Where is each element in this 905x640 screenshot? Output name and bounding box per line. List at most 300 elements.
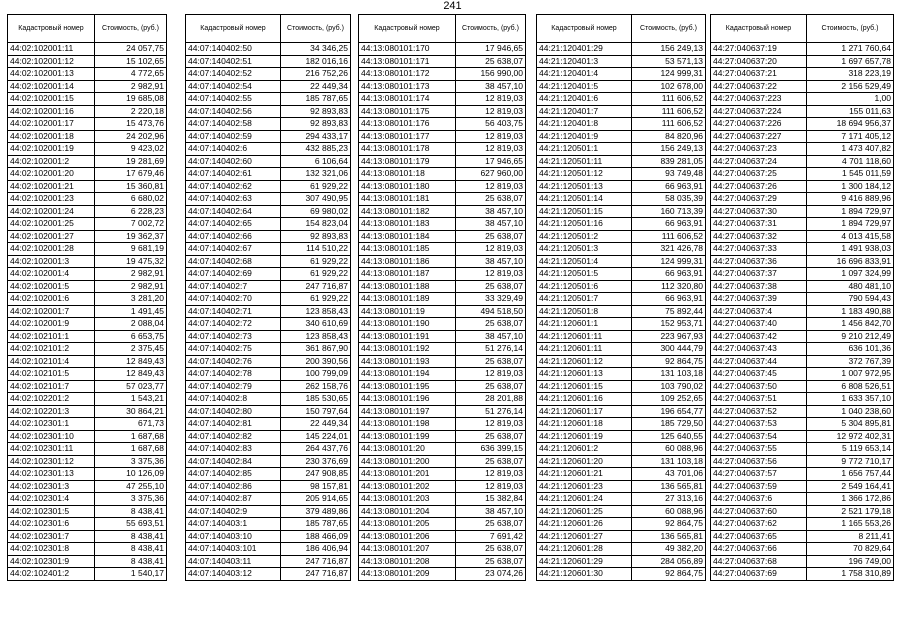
cadastral-number-cell: 44:27:040637:21 (711, 68, 807, 81)
cost-cell: 264 437,76 (281, 443, 351, 456)
cost-cell: 152 953,71 (632, 318, 706, 331)
cadastral-number-cell: 44:27:040637:6 (711, 493, 807, 506)
table-row (186, 280, 351, 293)
cadastral-number-cell: 44:21:120401:8 (537, 118, 632, 131)
cadastral-number-cell: 44:13:080101:197 (359, 405, 456, 418)
cost-cell: 1 545 011,59 (807, 168, 894, 181)
cadastral-number-cell: 44:27:040637:55 (711, 443, 807, 456)
table-row (711, 468, 894, 481)
header-cost: Стоимость, (руб.) (456, 15, 526, 43)
cadastral-number-cell: 44:13:080101:191 (359, 330, 456, 343)
cadastral-number-cell: 44:02:102001:23 (8, 193, 95, 206)
cost-cell: 379 489,86 (281, 505, 351, 518)
cost-cell: 6 653,75 (95, 330, 167, 343)
cost-cell: 131 103,18 (632, 455, 706, 468)
cadastral-number-cell: 44:27:040637:32 (711, 230, 807, 243)
table-row (711, 193, 894, 206)
cost-cell: 92 864,75 (632, 518, 706, 531)
table-row (537, 330, 706, 343)
cadastral-number-cell: 44:21:120601:17 (537, 405, 632, 418)
table-row (711, 380, 894, 393)
cost-cell: 109 252,65 (632, 393, 706, 406)
cadastral-number-cell: 44:13:080101:185 (359, 243, 456, 256)
table-row (537, 393, 706, 406)
cost-cell: 2 982,91 (95, 280, 167, 293)
cost-cell: 17 946,65 (456, 155, 526, 168)
cost-cell: 12 972 402,31 (807, 430, 894, 443)
table-row (8, 443, 167, 456)
cost-cell: 205 914,65 (281, 493, 351, 506)
cost-cell: 6 228,23 (95, 205, 167, 218)
table-row (359, 93, 526, 106)
table-row (359, 430, 526, 443)
cost-cell: 12 849,43 (95, 355, 167, 368)
page-number: 241 (443, 0, 462, 12)
cadastral-number-cell: 44:07:140402:72 (186, 318, 281, 331)
cost-cell: 12 819,03 (456, 243, 526, 256)
table-row (186, 505, 351, 518)
cost-cell: 480 481,10 (807, 280, 894, 293)
header-row (8, 15, 167, 43)
table-row (359, 180, 526, 193)
table-row (186, 518, 351, 531)
table-row (8, 93, 167, 106)
table-row (537, 318, 706, 331)
cadastral-number-cell: 44:07:140402:67 (186, 243, 281, 256)
cost-cell: 18 694 956,37 (807, 118, 894, 131)
cadastral-number-cell: 44:13:080101:181 (359, 193, 456, 206)
cadastral-number-cell: 44:13:080101:209 (359, 568, 456, 581)
cadastral-number-cell: 44:02:102001:11 (8, 43, 95, 56)
cadastral-number-cell: 44:02:102101:1 (8, 330, 95, 343)
cost-cell: 25 638,07 (456, 380, 526, 393)
cost-cell: 2 156 529,49 (807, 80, 894, 93)
cost-cell: 51 276,14 (456, 405, 526, 418)
cost-cell: 10 126,09 (95, 468, 167, 481)
table-row (359, 80, 526, 93)
cadastral-number-cell: 44:02:102001:24 (8, 205, 95, 218)
cadastral-number-cell: 44:02:102401:2 (8, 568, 95, 581)
table-row (8, 68, 167, 81)
cost-cell: 262 158,76 (281, 380, 351, 393)
table-row (8, 318, 167, 331)
table-row (186, 305, 351, 318)
table-row (8, 380, 167, 393)
cost-cell: 1,00 (807, 93, 894, 106)
table-row (711, 543, 894, 556)
table-row (537, 455, 706, 468)
cost-cell: 92 864,75 (632, 568, 706, 581)
cost-cell: 247 716,87 (281, 555, 351, 568)
table-row (359, 55, 526, 68)
table-row (537, 493, 706, 506)
header-cost: Стоимость, (руб.) (807, 15, 894, 43)
table-row (8, 168, 167, 181)
table-row (711, 343, 894, 356)
cost-cell: 55 693,51 (95, 518, 167, 531)
cost-cell: 6 680,02 (95, 193, 167, 206)
cadastral-number-cell: 44:27:040637:53 (711, 418, 807, 431)
table-row (359, 380, 526, 393)
table-row (711, 280, 894, 293)
cost-cell: 92 864,75 (632, 355, 706, 368)
cost-cell: 636 101,36 (807, 343, 894, 356)
header-cadastral-number: Кадастровый номер (537, 15, 632, 43)
table-row (359, 143, 526, 156)
table-row (537, 568, 706, 581)
table-row (8, 330, 167, 343)
table-row (359, 268, 526, 281)
cost-cell: 34 346,25 (281, 43, 351, 56)
cost-cell: 111 606,52 (632, 93, 706, 106)
cadastral-number-cell: 44:02:102001:3 (8, 255, 95, 268)
table-row (186, 243, 351, 256)
table-row (186, 380, 351, 393)
cost-cell: 12 819,03 (456, 480, 526, 493)
cost-cell: 2 982,91 (95, 268, 167, 281)
cadastral-number-cell: 44:02:102001:16 (8, 105, 95, 118)
cost-cell: 25 638,07 (456, 430, 526, 443)
table-row (186, 155, 351, 168)
table-row (186, 318, 351, 331)
cadastral-number-cell: 44:27:040637:52 (711, 405, 807, 418)
table-row (8, 305, 167, 318)
cadastral-number-cell: 44:21:120601:12 (537, 355, 632, 368)
cadastral-number-cell: 44:21:120601:19 (537, 430, 632, 443)
cadastral-number-cell: 44:21:120401:9 (537, 130, 632, 143)
table-row (359, 568, 526, 581)
cost-cell: 25 638,07 (456, 230, 526, 243)
cost-cell: 25 638,07 (456, 55, 526, 68)
cadastral-number-cell: 44:21:120401:3 (537, 55, 632, 68)
table-row (186, 205, 351, 218)
cadastral-number-cell: 44:27:040637:40 (711, 318, 807, 331)
table-row (711, 168, 894, 181)
cadastral-number-cell: 44:27:040637:227 (711, 130, 807, 143)
cadastral-number-cell: 44:27:040637:22 (711, 80, 807, 93)
cadastral-number-cell: 44:27:040637:57 (711, 468, 807, 481)
table-row (537, 443, 706, 456)
cost-cell: 57 023,77 (95, 380, 167, 393)
table-row (8, 55, 167, 68)
cost-cell: 145 224,01 (281, 430, 351, 443)
cadastral-number-cell: 44:07:140403:101 (186, 543, 281, 556)
cost-cell: 156 990,00 (456, 68, 526, 81)
table-row (537, 243, 706, 256)
cadastral-number-cell: 44:13:080101:193 (359, 355, 456, 368)
table-row (711, 455, 894, 468)
cost-cell: 155 011,63 (807, 105, 894, 118)
cadastral-number-cell: 44:21:120601:11 (537, 330, 632, 343)
table-row (711, 105, 894, 118)
cadastral-number-cell: 44:21:120501:8 (537, 305, 632, 318)
table-row (537, 193, 706, 206)
cadastral-number-cell: 44:27:040637:36 (711, 255, 807, 268)
table-row (186, 255, 351, 268)
table-row (537, 480, 706, 493)
cost-cell: 185 530,65 (281, 393, 351, 406)
cost-cell: 196 654,77 (632, 405, 706, 418)
cost-cell: 432 885,23 (281, 143, 351, 156)
cost-cell: 2 982,91 (95, 80, 167, 93)
cadastral-number-cell: 44:21:120601:2 (537, 443, 632, 456)
cost-cell: 15 102,65 (95, 55, 167, 68)
table-row (359, 343, 526, 356)
cadastral-number-cell: 44:07:140402:63 (186, 193, 281, 206)
table-row (711, 68, 894, 81)
cadastral-number-cell: 44:07:140402:62 (186, 180, 281, 193)
cost-cell: 1 656 757,44 (807, 468, 894, 481)
table-row (359, 105, 526, 118)
table-row (186, 143, 351, 156)
table-row (537, 305, 706, 318)
cadastral-number-cell: 44:21:120401:6 (537, 93, 632, 106)
table-row (186, 118, 351, 131)
table-row (186, 418, 351, 431)
cost-cell: 51 276,14 (456, 343, 526, 356)
table-row (537, 205, 706, 218)
table-row (537, 268, 706, 281)
cost-cell: 247 908,85 (281, 468, 351, 481)
cost-cell: 1 165 553,26 (807, 518, 894, 531)
table-row (186, 330, 351, 343)
cost-cell: 103 790,02 (632, 380, 706, 393)
cadastral-number-cell: 44:02:102001:6 (8, 293, 95, 306)
cost-cell: 627 960,00 (456, 168, 526, 181)
cost-cell: 6 106,64 (281, 155, 351, 168)
table-row (8, 205, 167, 218)
cost-cell: 8 438,41 (95, 555, 167, 568)
cost-cell: 185 787,65 (281, 518, 351, 531)
header-cost: Стоимость, (руб.) (281, 15, 351, 43)
cost-cell: 28 201,88 (456, 393, 526, 406)
table-row (8, 343, 167, 356)
table-row (711, 93, 894, 106)
table-row (537, 343, 706, 356)
cost-cell: 84 820,96 (632, 130, 706, 143)
cost-cell: 25 638,07 (456, 193, 526, 206)
cost-cell: 61 929,22 (281, 255, 351, 268)
cadastral-number-cell: 44:27:040637:51 (711, 393, 807, 406)
table-row (186, 555, 351, 568)
cadastral-number-cell: 44:02:102301:1 (8, 418, 95, 431)
cadastral-number-cell: 44:13:080101:178 (359, 143, 456, 156)
table-row (8, 80, 167, 93)
cost-cell: 321 426,78 (632, 243, 706, 256)
cost-cell: 2 220,18 (95, 105, 167, 118)
table-row (8, 155, 167, 168)
table-row (359, 318, 526, 331)
cadastral-number-cell: 44:27:040637:65 (711, 530, 807, 543)
cost-cell: 61 929,22 (281, 293, 351, 306)
table-row (359, 405, 526, 418)
header-cadastral-number: Кадастровый номер (8, 15, 95, 43)
table-row (8, 518, 167, 531)
cost-cell: 7 002,72 (95, 218, 167, 231)
table-row (186, 443, 351, 456)
table-row (359, 280, 526, 293)
cost-cell: 3 375,36 (95, 493, 167, 506)
table-row (711, 293, 894, 306)
table-row (186, 430, 351, 443)
cadastral-number-cell: 44:07:140402:8 (186, 393, 281, 406)
cost-cell: 1 687,68 (95, 443, 167, 456)
cadastral-number-cell: 44:13:080101:190 (359, 318, 456, 331)
cost-cell: 1 271 760,64 (807, 43, 894, 56)
table-row (186, 480, 351, 493)
cost-cell: 61 929,22 (281, 268, 351, 281)
cost-cell: 5 119 653,14 (807, 443, 894, 456)
cadastral-number-cell: 44:02:102301:11 (8, 443, 95, 456)
cost-cell: 12 819,03 (456, 468, 526, 481)
cost-cell: 1 758 310,89 (807, 568, 894, 581)
table-row (711, 330, 894, 343)
table-row (711, 180, 894, 193)
table-row (186, 530, 351, 543)
cost-cell: 102 678,00 (632, 80, 706, 93)
cost-cell: 38 457,10 (456, 205, 526, 218)
table-row (186, 493, 351, 506)
cost-cell: 1 300 184,12 (807, 180, 894, 193)
cost-cell: 123 858,43 (281, 330, 351, 343)
cadastral-number-cell: 44:27:040637:68 (711, 555, 807, 568)
cadastral-number-cell: 44:21:120601:15 (537, 380, 632, 393)
table-row (8, 530, 167, 543)
cost-cell: 12 819,03 (456, 105, 526, 118)
table-row (359, 243, 526, 256)
header-row (359, 15, 526, 43)
cost-cell: 100 799,09 (281, 368, 351, 381)
cadastral-number-cell: 44:02:102301:12 (8, 455, 95, 468)
cadastral-number-cell: 44:13:080101:200 (359, 455, 456, 468)
cadastral-number-cell: 44:07:140402:78 (186, 368, 281, 381)
cost-cell: 111 606,52 (632, 230, 706, 243)
table-row (186, 43, 351, 56)
cadastral-number-cell: 44:21:120501:15 (537, 205, 632, 218)
cost-cell: 150 797,64 (281, 405, 351, 418)
cadastral-number-cell: 44:27:040637:26 (711, 180, 807, 193)
cadastral-number-cell: 44:13:080101:177 (359, 130, 456, 143)
table-row (537, 430, 706, 443)
cost-cell: 60 088,96 (632, 505, 706, 518)
table-row (359, 393, 526, 406)
cost-cell: 9 772 710,17 (807, 455, 894, 468)
cost-cell: 154 823,04 (281, 218, 351, 231)
cost-cell: 230 376,69 (281, 455, 351, 468)
table-row (537, 405, 706, 418)
cadastral-number-cell: 44:02:102001:18 (8, 130, 95, 143)
cost-cell: 15 382,84 (456, 493, 526, 506)
cadastral-number-cell: 44:02:102301:8 (8, 543, 95, 556)
cost-cell: 33 329,49 (456, 293, 526, 306)
cadastral-number-cell: 44:02:102001:19 (8, 143, 95, 156)
cadastral-number-cell: 44:02:102101:2 (8, 343, 95, 356)
cadastral-number-cell: 44:07:140402:68 (186, 255, 281, 268)
cadastral-number-cell: 44:27:040637:62 (711, 518, 807, 531)
cadastral-number-cell: 44:27:040637:31 (711, 218, 807, 231)
cadastral-number-cell: 44:21:120401:4 (537, 68, 632, 81)
cadastral-number-cell: 44:07:140402:80 (186, 405, 281, 418)
cost-cell: 182 016,16 (281, 55, 351, 68)
cadastral-number-cell: 44:07:140403:10 (186, 530, 281, 543)
table-row (8, 180, 167, 193)
cadastral-number-cell: 44:27:040637:30 (711, 205, 807, 218)
cadastral-number-cell: 44:07:140402:7 (186, 280, 281, 293)
table-row (359, 155, 526, 168)
cost-cell: 92 893,83 (281, 230, 351, 243)
cost-cell: 38 457,10 (456, 505, 526, 518)
cadastral-number-cell: 44:02:102201:3 (8, 405, 95, 418)
cost-cell: 186 406,94 (281, 543, 351, 556)
cadastral-number-cell: 44:02:102301:7 (8, 530, 95, 543)
cadastral-number-cell: 44:13:080101:188 (359, 280, 456, 293)
cadastral-number-cell: 44:02:102301:9 (8, 555, 95, 568)
table-row (359, 480, 526, 493)
table-row (359, 555, 526, 568)
cadastral-number-cell: 44:02:102001:20 (8, 168, 95, 181)
cadastral-number-cell: 44:13:080101:198 (359, 418, 456, 431)
cadastral-number-cell: 44:13:080101:184 (359, 230, 456, 243)
cost-cell: 47 255,10 (95, 480, 167, 493)
cost-cell: 25 638,07 (456, 280, 526, 293)
cadastral-number-cell: 44:27:040637:226 (711, 118, 807, 131)
cost-cell: 4 013 415,58 (807, 230, 894, 243)
cadastral-number-cell: 44:07:140403:12 (186, 568, 281, 581)
cost-cell: 1 633 357,10 (807, 393, 894, 406)
table-row (359, 205, 526, 218)
table-row (359, 455, 526, 468)
cadastral-number-cell: 44:07:140402:75 (186, 343, 281, 356)
cost-cell: 56 403,75 (456, 118, 526, 131)
table-row (711, 305, 894, 318)
cadastral-number-cell: 44:27:040637:23 (711, 143, 807, 156)
cost-cell: 38 457,10 (456, 218, 526, 231)
cadastral-number-cell: 44:07:140402:6 (186, 143, 281, 156)
cadastral-number-cell: 44:13:080101:186 (359, 255, 456, 268)
cost-cell: 61 929,22 (281, 180, 351, 193)
cost-cell: 294 433,17 (281, 130, 351, 143)
cadastral-number-cell: 44:02:102301:10 (8, 430, 95, 443)
cadastral-number-cell: 44:07:140403:11 (186, 555, 281, 568)
table-row (711, 505, 894, 518)
cadastral-number-cell: 44:27:040637:45 (711, 368, 807, 381)
cadastral-number-cell: 44:02:102301:13 (8, 468, 95, 481)
cost-cell: 19 685,08 (95, 93, 167, 106)
cadastral-number-cell: 44:13:080101:201 (359, 468, 456, 481)
table-row (8, 568, 167, 581)
cadastral-number-cell: 44:07:140402:56 (186, 105, 281, 118)
table-row (8, 480, 167, 493)
cadastral-number-cell: 44:02:102101:4 (8, 355, 95, 368)
cost-cell: 1 183 490,88 (807, 305, 894, 318)
cost-cell: 92 893,83 (281, 105, 351, 118)
cost-cell: 247 716,87 (281, 568, 351, 581)
cadastral-number-cell: 44:07:140402:70 (186, 293, 281, 306)
cost-cell: 1 540,17 (95, 568, 167, 581)
table-row (8, 230, 167, 243)
cadastral-number-cell: 44:13:080101:195 (359, 380, 456, 393)
table-row (186, 55, 351, 68)
table-row (359, 305, 526, 318)
table-row (537, 555, 706, 568)
cadastral-number-cell: 44:13:080101:192 (359, 343, 456, 356)
table-row (359, 130, 526, 143)
cadastral-number-cell: 44:27:040637:33 (711, 243, 807, 256)
cadastral-table-4 (536, 14, 706, 581)
cadastral-number-cell: 44:21:120601:11 (537, 343, 632, 356)
cadastral-number-cell: 44:27:040637:20 (711, 55, 807, 68)
cost-cell: 1 491,45 (95, 305, 167, 318)
